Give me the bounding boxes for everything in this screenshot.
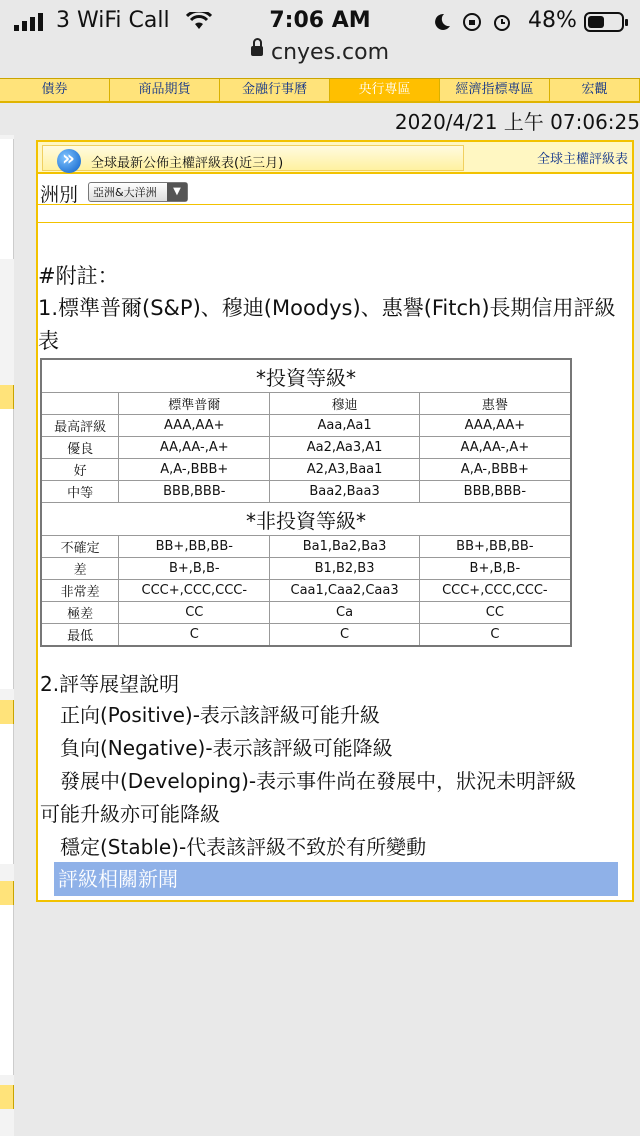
- table-row: [41, 437, 571, 459]
- table-row: [41, 602, 571, 624]
- rating-cell: Aaa,Aa1: [270, 415, 419, 437]
- rating-cell: Ca: [270, 602, 419, 624]
- rating-cell: CCC+,CCC,CCC-: [419, 580, 571, 602]
- outlook-positive: 正向(Positive)-表示該評級可能升級: [60, 703, 380, 727]
- table-row: [41, 580, 571, 602]
- current-datetime: 2020/4/21 上午 07:06:25: [394, 110, 640, 134]
- rating-cell: C: [419, 624, 571, 647]
- battery-icon: [584, 12, 624, 32]
- row-label-cell: 中等: [41, 481, 119, 503]
- top-nav: [0, 78, 640, 103]
- rating-cell: 穆迪: [270, 393, 419, 415]
- rating-cell: B+,B,B-: [119, 558, 270, 580]
- nav-item-central-bank[interactable]: 央行專區: [330, 79, 440, 101]
- status-bar: [0, 6, 640, 36]
- rotation-lock-icon: [462, 12, 482, 32]
- alarm-icon: [492, 12, 512, 32]
- non-investment-grade-header-row: [41, 503, 571, 536]
- rating-cell: A2,A3,Baa1: [270, 459, 419, 481]
- row-label-cell: 差: [41, 558, 119, 580]
- rating-cell: BBB,BBB-: [119, 481, 270, 503]
- rating-cell: Aa2,Aa3,A1: [270, 437, 419, 459]
- rating-cell: Caa1,Caa2,Caa3: [270, 580, 419, 602]
- row-label-cell: 極差: [41, 602, 119, 624]
- table-row: [41, 481, 571, 503]
- nav-item-macro[interactable]: 宏觀: [550, 79, 640, 101]
- region-select[interactable]: [88, 182, 188, 202]
- chevron-down-icon: ▼: [167, 183, 187, 201]
- rating-cell: B+,B,B-: [419, 558, 571, 580]
- rating-cell: B1,B2,B3: [270, 558, 419, 580]
- outlook-developing-cont: 可能升級亦可能降級: [40, 802, 220, 826]
- browser-chrome: [0, 0, 640, 78]
- row-label-cell: 不確定: [41, 536, 119, 558]
- sovereign-rating-panel: [36, 140, 634, 902]
- nav-item-commodities[interactable]: 商品期貨: [110, 79, 220, 101]
- sovereign-rating-link[interactable]: 全球主權評級表: [536, 152, 628, 167]
- row-label-cell: 非常差: [41, 580, 119, 602]
- panel-title: 全球最新公佈主權評級表(近三月): [91, 156, 284, 171]
- url-text: cnyes.com: [270, 40, 390, 65]
- rating-cell: C: [270, 624, 419, 647]
- left-sidebar: [0, 135, 14, 1136]
- row-label-cell: 優良: [41, 437, 119, 459]
- divider: [38, 204, 632, 205]
- rating-cell: AA,AA-,A+: [419, 437, 571, 459]
- table-row: [41, 558, 571, 580]
- table-row: [41, 415, 571, 437]
- sidebar-header: [0, 385, 14, 409]
- region-label: 洲別: [40, 184, 79, 206]
- lock-icon: [251, 46, 263, 56]
- outlook-developing: 發展中(Developing)-表示事件尚在發展中，狀況未明評級: [60, 769, 577, 793]
- rating-cell: CC: [419, 602, 571, 624]
- row-label-cell: 最低: [41, 624, 119, 647]
- row-label-cell: 最高評級: [41, 415, 119, 437]
- ratings-table: [40, 358, 572, 647]
- non-investment-grade-header: *非投資等級*: [41, 503, 571, 536]
- clock: 7:06 AM: [269, 8, 371, 33]
- rating-cell: A,A-,BBB+: [419, 459, 571, 481]
- rating-cell: AA,AA-,A+: [119, 437, 270, 459]
- sidebar-header: [0, 700, 14, 724]
- row-label-cell: [41, 393, 119, 415]
- notes-title: #附註：: [38, 264, 119, 288]
- rating-cell: BBB,BBB-: [419, 481, 571, 503]
- rating-cell: AAA,AA+: [119, 415, 270, 437]
- rating-cell: 標準普爾: [119, 393, 270, 415]
- region-select-value: 亞洲&大洋洲: [93, 186, 157, 199]
- moon-icon: [432, 12, 452, 32]
- rating-cell: Ba1,Ba2,Ba3: [270, 536, 419, 558]
- rating-cell: CCC+,CCC,CCC-: [119, 580, 270, 602]
- sidebar-header: [0, 1085, 14, 1109]
- nav-item-calendar[interactable]: 金融行事曆: [220, 79, 330, 101]
- investment-grade-header-row: [41, 359, 571, 393]
- sidebar-box: [0, 905, 14, 1075]
- sidebar-box: [0, 409, 14, 689]
- rating-cell: CC: [119, 602, 270, 624]
- panel-title-tab: [42, 145, 464, 171]
- row-label-cell: 好: [41, 459, 119, 481]
- outlook-stable: 穩定(Stable)-代表該評級不致於有所變動: [60, 835, 427, 859]
- table-row: [41, 624, 571, 647]
- table-row: [41, 536, 571, 558]
- investment-grade-header: *投資等級*: [41, 359, 571, 393]
- table-row: [41, 459, 571, 481]
- rating-cell: BB+,BB,BB-: [419, 536, 571, 558]
- sidebar-box: [0, 724, 14, 864]
- arrow-badge-icon: [57, 149, 81, 173]
- divider: [38, 222, 632, 223]
- rating-cell: Baa2,Baa3: [270, 481, 419, 503]
- rating-cell: A,A-,BBB+: [119, 459, 270, 481]
- outlook-title: 2.評等展望說明: [40, 672, 180, 696]
- rating-cell: C: [119, 624, 270, 647]
- sidebar-box: [0, 139, 14, 259]
- outlook-negative: 負向(Negative)-表示該評級可能降級: [60, 736, 393, 760]
- battery-percent: 48%: [528, 8, 577, 33]
- rating-cell: AAA,AA+: [419, 415, 571, 437]
- carrier-label: 3 WiFi Call: [56, 8, 170, 33]
- rating-news-link[interactable]: 評級相關新聞: [54, 862, 618, 896]
- rating-cell: 惠譽: [419, 393, 571, 415]
- notes-line-1: 1.標準普爾(S&P)、穆迪(Moodys)、惠譽(Fitch)長期信用評級表: [38, 296, 616, 353]
- sidebar-header: [0, 881, 14, 905]
- panel-header: [38, 142, 632, 174]
- column-header-row: [41, 393, 571, 415]
- nav-item-bonds[interactable]: 債券: [0, 79, 110, 101]
- address-bar[interactable]: [0, 40, 640, 65]
- nav-item-economic-indicators[interactable]: 經濟指標專區: [440, 79, 550, 101]
- rating-cell: BB+,BB,BB-: [119, 536, 270, 558]
